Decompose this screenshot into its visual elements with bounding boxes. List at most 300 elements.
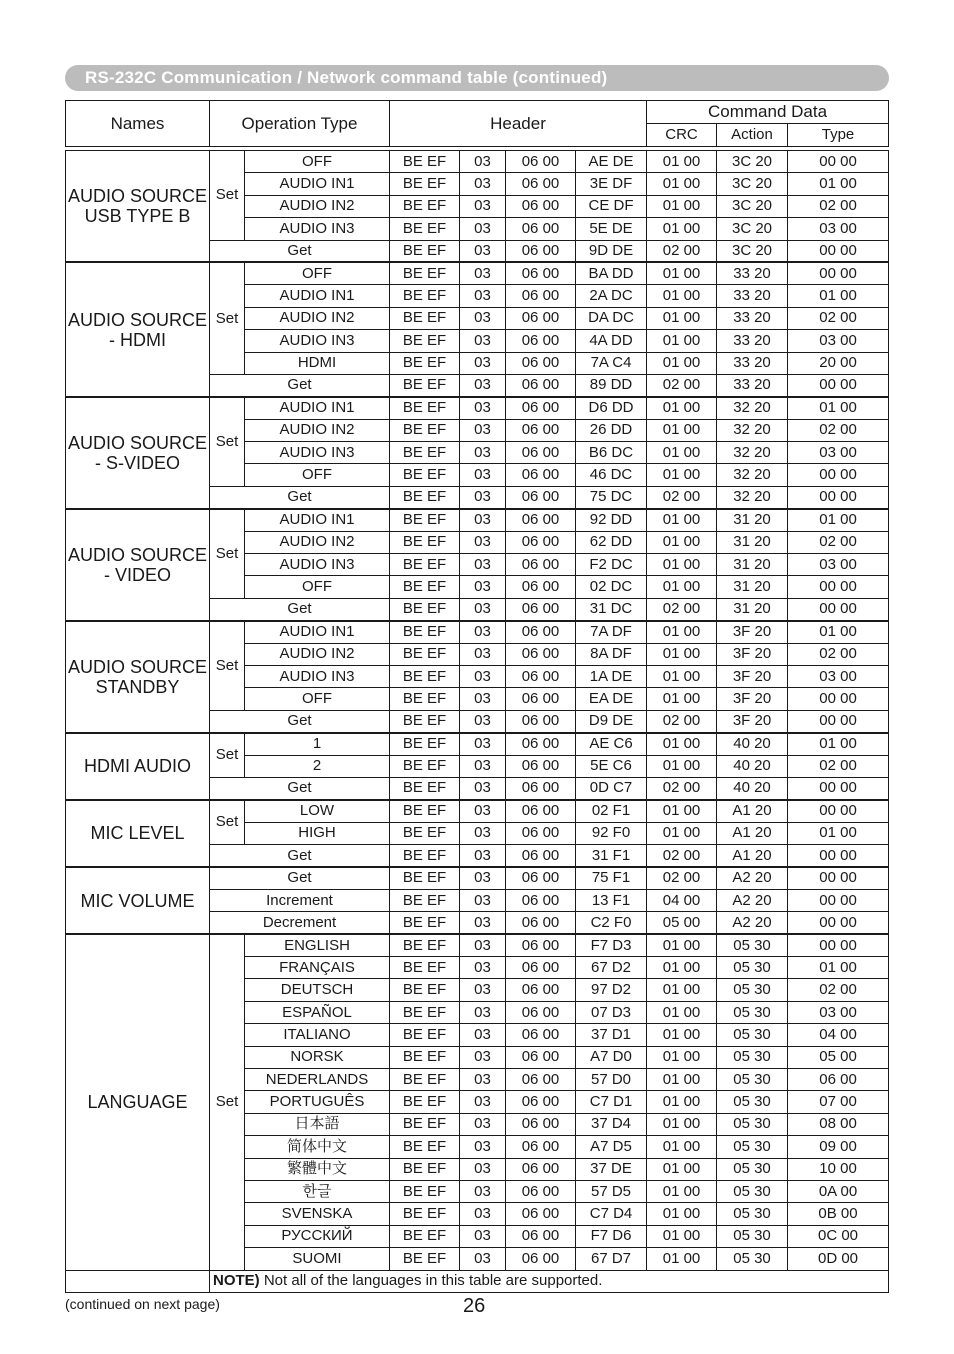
- header-size: 03: [460, 1001, 506, 1023]
- action-value: 01 00: [647, 173, 717, 195]
- type-value: 05 30: [717, 1113, 788, 1135]
- header-code: 06 00: [506, 1091, 576, 1113]
- action-value: 04 00: [647, 889, 717, 911]
- crc-value: 13 F1: [576, 889, 647, 911]
- crc-value: 31 DC: [576, 598, 647, 620]
- header-bytes: BE EF: [390, 1024, 460, 1046]
- crc-value: 9D DE: [576, 240, 647, 262]
- crc-value: 57 D0: [576, 1069, 647, 1091]
- header-size: 03: [460, 262, 506, 284]
- operation-type: Get: [210, 710, 390, 732]
- header-bytes: BE EF: [390, 1203, 460, 1225]
- header-size: 03: [460, 240, 506, 262]
- setting-item: AUDIO IN1: [245, 397, 390, 419]
- header-code: 06 00: [506, 733, 576, 755]
- header-size: 03: [460, 218, 506, 240]
- header-bytes: BE EF: [390, 845, 460, 867]
- setting-code-value: 01 00: [788, 285, 889, 307]
- header-size: 03: [460, 352, 506, 374]
- header-size: 03: [460, 419, 506, 441]
- crc-value: 37 D4: [576, 1113, 647, 1135]
- setting-item: AUDIO IN3: [245, 330, 390, 352]
- group-name: AUDIO SOURCE USB TYPE B: [66, 151, 210, 263]
- crc-value: 26 DD: [576, 419, 647, 441]
- setting-item: AUDIO IN3: [245, 442, 390, 464]
- setting-item: SVENSKA: [245, 1203, 390, 1225]
- type-value: 33 20: [717, 285, 788, 307]
- setting-code-value: 00 00: [788, 576, 889, 598]
- operation-set: Set: [210, 397, 245, 487]
- setting-code-value: 02 00: [788, 643, 889, 665]
- type-value: 40 20: [717, 755, 788, 777]
- section-title: RS-232C Communication / Network command table (continued): [85, 68, 608, 87]
- crc-value: 67 D2: [576, 957, 647, 979]
- action-value: 01 00: [647, 419, 717, 441]
- type-value: 05 30: [717, 934, 788, 956]
- setting-code-value: 00 00: [788, 889, 889, 911]
- action-value: 01 00: [647, 755, 717, 777]
- action-value: 01 00: [647, 1001, 717, 1023]
- header-bytes: BE EF: [390, 733, 460, 755]
- header-code: 06 00: [506, 330, 576, 352]
- crc-value: 92 F0: [576, 822, 647, 844]
- header-code: 06 00: [506, 755, 576, 777]
- action-value: 01 00: [647, 262, 717, 284]
- operation-type: Increment: [210, 889, 390, 911]
- crc-value: 1A DE: [576, 665, 647, 687]
- setting-code-value: 04 00: [788, 1024, 889, 1046]
- action-value: 01 00: [647, 822, 717, 844]
- header-bytes: BE EF: [390, 1113, 460, 1135]
- header-bytes: BE EF: [390, 1158, 460, 1180]
- header-bytes: BE EF: [390, 195, 460, 217]
- type-value: 3F 20: [717, 688, 788, 710]
- type-value: 3C 20: [717, 218, 788, 240]
- operation-set: Set: [210, 934, 245, 1270]
- table-row: [66, 397, 889, 419]
- group-name: AUDIO SOURCE - VIDEO: [66, 509, 210, 621]
- header-code: 06 00: [506, 1113, 576, 1135]
- setting-item: 한글: [245, 1180, 390, 1202]
- type-value: 05 30: [717, 1136, 788, 1158]
- crc-value: 5E C6: [576, 755, 647, 777]
- setting-code-value: 0B 00: [788, 1203, 889, 1225]
- header-action: Action: [717, 124, 788, 147]
- action-value: 01 00: [647, 1203, 717, 1225]
- setting-code-value: 00 00: [788, 800, 889, 822]
- header-code: 06 00: [506, 576, 576, 598]
- setting-item: ENGLISH: [245, 934, 390, 956]
- header-size: 03: [460, 1180, 506, 1202]
- action-value: 01 00: [647, 554, 717, 576]
- type-value: 33 20: [717, 374, 788, 396]
- action-value: 01 00: [647, 397, 717, 419]
- header-bytes: BE EF: [390, 240, 460, 262]
- header-size: 03: [460, 867, 506, 889]
- type-value: 05 30: [717, 1046, 788, 1068]
- header-code: 06 00: [506, 1180, 576, 1202]
- header-code: 06 00: [506, 822, 576, 844]
- header-code: 06 00: [506, 419, 576, 441]
- setting-code-value: 00 00: [788, 598, 889, 620]
- header-bytes: BE EF: [390, 262, 460, 284]
- section-banner: [65, 65, 889, 91]
- header-code: 06 00: [506, 845, 576, 867]
- crc-value: 57 D5: [576, 1180, 647, 1202]
- setting-code-value: 10 00: [788, 1158, 889, 1180]
- type-value: 3C 20: [717, 151, 788, 173]
- header-size: 03: [460, 665, 506, 687]
- header-header: Header: [390, 101, 647, 147]
- table-row: [66, 262, 889, 284]
- header-code: 06 00: [506, 262, 576, 284]
- header-size: 03: [460, 889, 506, 911]
- crc-value: 37 D1: [576, 1024, 647, 1046]
- action-value: 01 00: [647, 330, 717, 352]
- crc-value: C7 D1: [576, 1091, 647, 1113]
- setting-item: HIGH: [245, 822, 390, 844]
- header-bytes: BE EF: [390, 352, 460, 374]
- setting-code-value: 00 00: [788, 240, 889, 262]
- action-value: 01 00: [647, 643, 717, 665]
- header-bytes: BE EF: [390, 979, 460, 1001]
- header-size: 03: [460, 576, 506, 598]
- setting-code-value: 01 00: [788, 173, 889, 195]
- setting-code-value: 0D 00: [788, 1248, 889, 1270]
- header-code: 06 00: [506, 1225, 576, 1247]
- header-bytes: BE EF: [390, 554, 460, 576]
- header-type: Type: [788, 124, 889, 147]
- header-bytes: BE EF: [390, 218, 460, 240]
- setting-code-value: 00 00: [788, 374, 889, 396]
- group-name: AUDIO SOURCE STANDBY: [66, 621, 210, 733]
- action-value: 01 00: [647, 285, 717, 307]
- header-bytes: BE EF: [390, 151, 460, 173]
- header-bytes: BE EF: [390, 1248, 460, 1270]
- type-value: 05 30: [717, 1225, 788, 1247]
- crc-value: 7A DF: [576, 621, 647, 643]
- crc-value: F7 D3: [576, 934, 647, 956]
- header-bytes: BE EF: [390, 509, 460, 531]
- header-code: 06 00: [506, 800, 576, 822]
- type-value: 31 20: [717, 598, 788, 620]
- setting-item: AUDIO IN1: [245, 621, 390, 643]
- type-value: 05 30: [717, 1180, 788, 1202]
- type-value: 32 20: [717, 442, 788, 464]
- header-code: 06 00: [506, 710, 576, 732]
- header-code: 06 00: [506, 643, 576, 665]
- action-value: 01 00: [647, 957, 717, 979]
- crc-value: A7 D0: [576, 1046, 647, 1068]
- crc-value: DA DC: [576, 307, 647, 329]
- header-code: 06 00: [506, 442, 576, 464]
- setting-item: OFF: [245, 262, 390, 284]
- header-code: 06 00: [506, 509, 576, 531]
- header-size: 03: [460, 442, 506, 464]
- header-size: 03: [460, 1069, 506, 1091]
- header-size: 03: [460, 330, 506, 352]
- setting-code-value: 08 00: [788, 1113, 889, 1135]
- header-size: 03: [460, 554, 506, 576]
- header-code: 06 00: [506, 957, 576, 979]
- type-value: 3C 20: [717, 173, 788, 195]
- operation-set: Set: [210, 621, 245, 711]
- table-row: [66, 867, 889, 889]
- header-size: 03: [460, 777, 506, 799]
- group-name: MIC LEVEL: [66, 800, 210, 867]
- action-value: 01 00: [647, 218, 717, 240]
- note-label: NOTE): [213, 1272, 260, 1290]
- header-bytes: BE EF: [390, 755, 460, 777]
- crc-value: F7 D6: [576, 1225, 647, 1247]
- header-size: 03: [460, 957, 506, 979]
- setting-code-value: 00 00: [788, 845, 889, 867]
- operation-type: Get: [210, 845, 390, 867]
- setting-item: LOW: [245, 800, 390, 822]
- header-code: 06 00: [506, 285, 576, 307]
- table-row: [66, 151, 889, 173]
- setting-code-value: 03 00: [788, 218, 889, 240]
- operation-type: Decrement: [210, 912, 390, 934]
- header-bytes: BE EF: [390, 307, 460, 329]
- setting-code-value: 00 00: [788, 262, 889, 284]
- setting-item: OFF: [245, 464, 390, 486]
- table-row: [66, 509, 889, 531]
- header-size: 03: [460, 1136, 506, 1158]
- type-value: A2 20: [717, 867, 788, 889]
- setting-code-value: 02 00: [788, 531, 889, 553]
- setting-code-value: 00 00: [788, 688, 889, 710]
- header-size: 03: [460, 979, 506, 1001]
- header-code: 06 00: [506, 1069, 576, 1091]
- header-code: 06 00: [506, 218, 576, 240]
- action-value: 01 00: [647, 1091, 717, 1113]
- setting-item: NORSK: [245, 1046, 390, 1068]
- action-value: 01 00: [647, 1180, 717, 1202]
- header-size: 03: [460, 643, 506, 665]
- header-bytes: BE EF: [390, 1001, 460, 1023]
- header-size: 03: [460, 912, 506, 934]
- header-code: 06 00: [506, 173, 576, 195]
- setting-code-value: 09 00: [788, 1136, 889, 1158]
- header-bytes: BE EF: [390, 957, 460, 979]
- type-value: 05 30: [717, 1091, 788, 1113]
- crc-value: EA DE: [576, 688, 647, 710]
- type-value: 05 30: [717, 1001, 788, 1023]
- action-value: 01 00: [647, 733, 717, 755]
- setting-code-value: 02 00: [788, 307, 889, 329]
- crc-value: 02 DC: [576, 576, 647, 598]
- header-bytes: BE EF: [390, 1046, 460, 1068]
- header-size: 03: [460, 151, 506, 173]
- header-size: 03: [460, 285, 506, 307]
- type-value: A1 20: [717, 822, 788, 844]
- header-size: 03: [460, 307, 506, 329]
- crc-value: 0D C7: [576, 777, 647, 799]
- header-bytes: BE EF: [390, 173, 460, 195]
- setting-code-value: 00 00: [788, 464, 889, 486]
- setting-item: ESPAÑOL: [245, 1001, 390, 1023]
- table-row: [66, 621, 889, 643]
- crc-value: BA DD: [576, 262, 647, 284]
- setting-code-value: 00 00: [788, 151, 889, 173]
- setting-code-value: 03 00: [788, 554, 889, 576]
- type-value: 05 30: [717, 1203, 788, 1225]
- header-code: 06 00: [506, 621, 576, 643]
- action-value: 01 00: [647, 1046, 717, 1068]
- setting-item: AUDIO IN1: [245, 173, 390, 195]
- setting-item: 1: [245, 733, 390, 755]
- setting-item: AUDIO IN3: [245, 665, 390, 687]
- setting-item: HDMI: [245, 352, 390, 374]
- operation-type: Get: [210, 374, 390, 396]
- header-bytes: BE EF: [390, 374, 460, 396]
- action-value: 02 00: [647, 374, 717, 396]
- header-code: 06 00: [506, 1248, 576, 1270]
- header-bytes: BE EF: [390, 800, 460, 822]
- setting-item: AUDIO IN1: [245, 509, 390, 531]
- crc-value: 7A C4: [576, 352, 647, 374]
- header-bytes: BE EF: [390, 777, 460, 799]
- setting-code-value: 02 00: [788, 195, 889, 217]
- action-value: 01 00: [647, 1024, 717, 1046]
- setting-item: 日本語: [245, 1113, 390, 1135]
- type-value: 32 20: [717, 486, 788, 508]
- header-code: 06 00: [506, 352, 576, 374]
- crc-value: 3E DF: [576, 173, 647, 195]
- setting-code-value: 20 00: [788, 352, 889, 374]
- header-code: 06 00: [506, 531, 576, 553]
- header-code: 06 00: [506, 1158, 576, 1180]
- header-bytes: BE EF: [390, 531, 460, 553]
- header-bytes: BE EF: [390, 486, 460, 508]
- setting-code-value: 01 00: [788, 733, 889, 755]
- header-bytes: BE EF: [390, 442, 460, 464]
- type-value: 32 20: [717, 464, 788, 486]
- action-value: 01 00: [647, 352, 717, 374]
- setting-item: 简体中文: [245, 1136, 390, 1158]
- header-code: 06 00: [506, 1024, 576, 1046]
- header-size: 03: [460, 1091, 506, 1113]
- header-size: 03: [460, 1225, 506, 1247]
- crc-value: 67 D7: [576, 1248, 647, 1270]
- type-value: A2 20: [717, 889, 788, 911]
- crc-value: A7 D5: [576, 1136, 647, 1158]
- action-value: 01 00: [647, 1158, 717, 1180]
- type-value: 32 20: [717, 419, 788, 441]
- crc-value: 97 D2: [576, 979, 647, 1001]
- header-code: 06 00: [506, 1203, 576, 1225]
- type-value: 40 20: [717, 733, 788, 755]
- header-code: 06 00: [506, 979, 576, 1001]
- action-value: 01 00: [647, 442, 717, 464]
- action-value: 01 00: [647, 576, 717, 598]
- action-value: 01 00: [647, 464, 717, 486]
- operation-type: Get: [210, 486, 390, 508]
- type-value: 05 30: [717, 1024, 788, 1046]
- header-bytes: BE EF: [390, 934, 460, 956]
- crc-value: 07 D3: [576, 1001, 647, 1023]
- header-code: 06 00: [506, 240, 576, 262]
- setting-item: РУССКИЙ: [245, 1225, 390, 1247]
- setting-code-value: 03 00: [788, 330, 889, 352]
- setting-item: AUDIO IN2: [245, 195, 390, 217]
- header-bytes: BE EF: [390, 665, 460, 687]
- action-value: 01 00: [647, 665, 717, 687]
- header-bytes: BE EF: [390, 1136, 460, 1158]
- action-value: 01 00: [647, 1225, 717, 1247]
- header-code: 06 00: [506, 195, 576, 217]
- operation-set: Set: [210, 262, 245, 374]
- setting-item: AUDIO IN2: [245, 531, 390, 553]
- header-size: 03: [460, 486, 506, 508]
- type-value: 31 20: [717, 531, 788, 553]
- note-text: Not all of the languages in this table are supported.: [259, 1272, 603, 1290]
- action-value: 02 00: [647, 486, 717, 508]
- crc-value: 2A DC: [576, 285, 647, 307]
- header-names: Names: [66, 101, 210, 147]
- type-value: 05 30: [717, 1158, 788, 1180]
- header-code: 06 00: [506, 867, 576, 889]
- setting-item: SUOMI: [245, 1248, 390, 1270]
- action-value: 01 00: [647, 509, 717, 531]
- setting-code-value: 03 00: [788, 1001, 889, 1023]
- header-code: 06 00: [506, 912, 576, 934]
- setting-code-value: 05 00: [788, 1046, 889, 1068]
- setting-code-value: 03 00: [788, 665, 889, 687]
- table-body: [66, 151, 889, 1271]
- header-operation-type: Operation Type: [210, 101, 390, 147]
- group-name: AUDIO SOURCE - HDMI: [66, 262, 210, 396]
- type-value: 33 20: [717, 330, 788, 352]
- type-value: A1 20: [717, 845, 788, 867]
- setting-code-value: 02 00: [788, 979, 889, 1001]
- table-row: [66, 934, 889, 956]
- header-size: 03: [460, 531, 506, 553]
- group-name: HDMI AUDIO: [66, 733, 210, 800]
- setting-item: AUDIO IN1: [245, 285, 390, 307]
- header-bytes: BE EF: [390, 464, 460, 486]
- header-bytes: BE EF: [390, 1069, 460, 1091]
- type-value: 31 20: [717, 554, 788, 576]
- type-value: 3F 20: [717, 643, 788, 665]
- header-code: 06 00: [506, 151, 576, 173]
- header-bytes: BE EF: [390, 598, 460, 620]
- setting-item: ITALIANO: [245, 1024, 390, 1046]
- header-size: 03: [460, 755, 506, 777]
- header-size: 03: [460, 1046, 506, 1068]
- crc-value: 4A DD: [576, 330, 647, 352]
- header-bytes: BE EF: [390, 822, 460, 844]
- setting-code-value: 01 00: [788, 957, 889, 979]
- setting-item: AUDIO IN2: [245, 643, 390, 665]
- action-value: 02 00: [647, 240, 717, 262]
- setting-item: FRANÇAIS: [245, 957, 390, 979]
- type-value: 05 30: [717, 957, 788, 979]
- action-value: 01 00: [647, 979, 717, 1001]
- header-size: 03: [460, 1158, 506, 1180]
- action-value: 01 00: [647, 800, 717, 822]
- setting-item: NEDERLANDS: [245, 1069, 390, 1091]
- header-size: 03: [460, 464, 506, 486]
- operation-set: Set: [210, 800, 245, 845]
- operation-set: Set: [210, 151, 245, 241]
- setting-code-value: 07 00: [788, 1091, 889, 1113]
- action-value: 01 00: [647, 1248, 717, 1270]
- header-command-data: Command Data: [647, 101, 889, 124]
- action-value: 05 00: [647, 912, 717, 934]
- header-code: 06 00: [506, 688, 576, 710]
